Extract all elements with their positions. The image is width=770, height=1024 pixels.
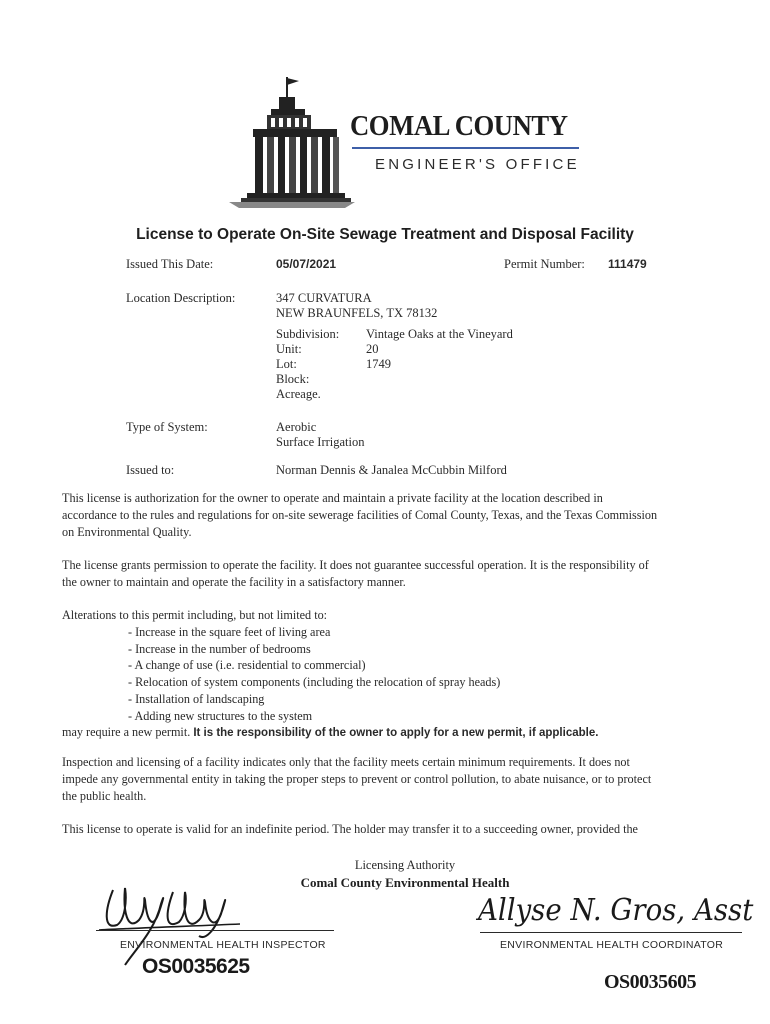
- system-type-label: Type of System:: [126, 420, 208, 434]
- new-permit-paragraph: [62, 724, 658, 742]
- acreage-label: Acreage.: [276, 387, 321, 401]
- lot-label: Lot:: [276, 357, 297, 371]
- address-line2: NEW BRAUNFELS, TX 78132: [276, 306, 438, 320]
- issued-to-value: Norman Dennis & Janalea McCubbin Milford: [276, 463, 507, 477]
- courthouse-icon: [225, 75, 365, 210]
- org-subtitle: ENGINEER'S OFFICE: [375, 156, 580, 173]
- coordinator-caption: ENVIRONMENTAL HEALTH COORDINATOR: [500, 939, 724, 951]
- inspector-caption: ENVIRONMENTAL HEALTH INSPECTOR: [120, 939, 326, 951]
- document-title: License to Operate On-Site Sewage Treatment and Disposal Facility: [136, 226, 634, 243]
- permission-paragraph: The license grants permission to operate the facility. It does not guarantee successful operation. It is the responsibility of the owner to maintain and operate the facility in a satisfactory manner.: [62, 558, 649, 589]
- unit-value: 20: [366, 342, 379, 356]
- authorization-paragraph: This license is authorization for the owner to operate and maintain a private facility at the location described in accordance to the rules and regulations for on-site sewerage facilities of Comal County, Texas, and the Texas Commission on Environmental Quality.: [62, 491, 658, 539]
- issued-date-label: Issued This Date:: [126, 257, 214, 271]
- unit-label: Unit:: [276, 342, 302, 356]
- block-label: Block:: [276, 372, 310, 386]
- lot-value: 1749: [366, 357, 391, 371]
- list-item: - Relocation of system components (including the relocation of spray heads): [128, 674, 500, 691]
- list-item: - Increase in the number of bedrooms: [128, 641, 500, 658]
- authority-line1: Licensing Authority: [354, 858, 456, 872]
- list-item: - Adding new structures to the system: [128, 708, 500, 725]
- validity-paragraph: This license to operate is valid for an indefinite period. The holder may transfer it to a succeeding owner, provided the: [62, 822, 638, 836]
- list-item: - Increase in the square feet of living area: [128, 624, 500, 641]
- subdivision-value: Vintage Oaks at the Vineyard: [366, 327, 513, 341]
- coordinator-signature: Allyse N. Gros, Asst: [478, 893, 754, 928]
- org-name: COMAL COUNTY: [350, 110, 568, 142]
- alterations-intro: Alterations to this permit including, but not limited to:: [62, 608, 328, 622]
- permit-number-label: Permit Number:: [504, 257, 585, 271]
- new-permit-text: may require a new permit.: [62, 725, 194, 739]
- inspector-os-number: OS0035625: [142, 955, 250, 978]
- coordinator-signature-line: [480, 932, 742, 933]
- authority-line2: Comal County Environmental Health: [300, 875, 510, 890]
- inspection-paragraph: Inspection and licensing of a facility indicates only that the facility meets certain minimum requirements. It does not impede any governmental entity in taking the proper steps to prevent or control pollution, to abate nuisance, or to protect the public health.: [62, 755, 652, 803]
- alterations-list: [128, 624, 500, 724]
- new-permit-bold-text: It is the responsibility of the owner to apply for a new permit, if applicable.: [193, 727, 599, 739]
- list-item: - Installation of landscaping: [128, 691, 500, 708]
- permit-number-value: 111479: [608, 257, 647, 271]
- county-logo: [225, 75, 585, 215]
- issued-to-label: Issued to:: [126, 463, 175, 477]
- issued-date-value: 05/07/2021: [276, 257, 337, 271]
- list-item: - A change of use (i.e. residential to commercial): [128, 657, 500, 674]
- coordinator-os-number: OS0035605: [604, 971, 697, 993]
- subdivision-label: Subdivision:: [276, 327, 340, 341]
- address-line1: 347 CURVATURA: [276, 291, 372, 305]
- location-label: Location Description:: [126, 291, 236, 305]
- system-type-line2: Surface Irrigation: [276, 435, 365, 449]
- system-type-line1: Aerobic: [276, 420, 317, 434]
- org-rule: [352, 147, 579, 149]
- inspector-signature-line: [96, 930, 334, 931]
